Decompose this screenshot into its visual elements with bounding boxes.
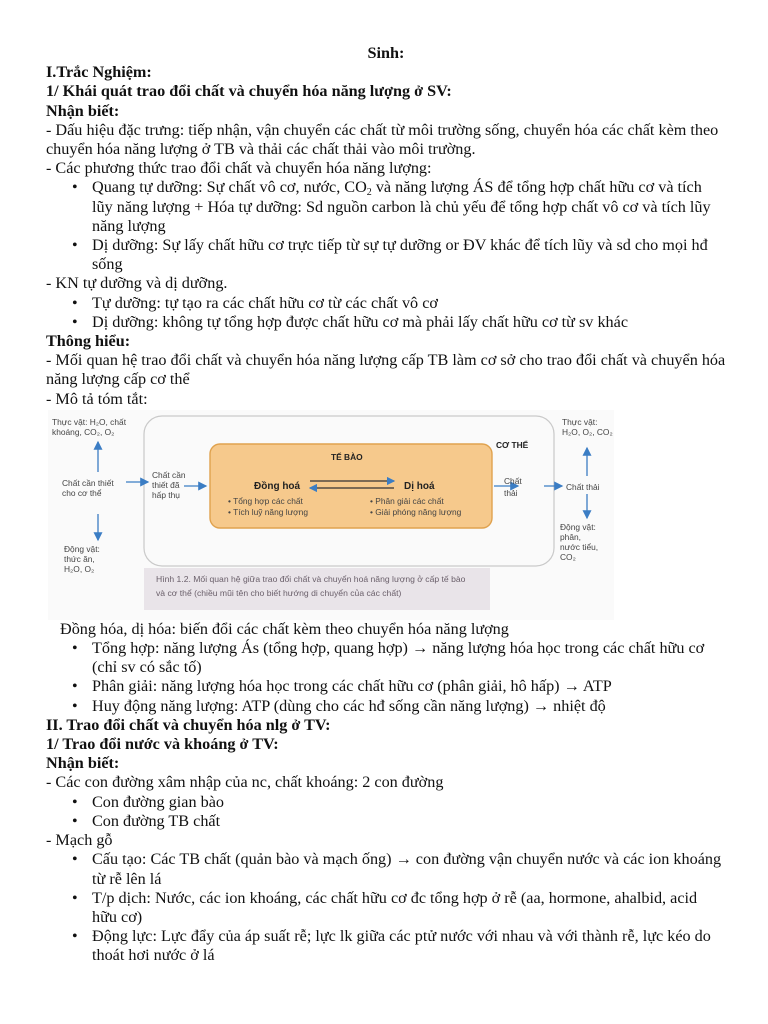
- section-heading-2: II. Trao đổi chất và chuyển hóa nlg ở TV:: [46, 715, 331, 734]
- animal-input-l3: H₂O, O₂: [64, 563, 95, 574]
- waste-output: Chất thải: [566, 481, 600, 492]
- absorbed-l2: thiết đã: [152, 479, 180, 490]
- bullet-list: [46, 793, 726, 831]
- list-item: • Dị dưỡng: Sự lấy chất hữu cơ trực tiếp từ sự tự dưỡng or ĐV khác để tích lũy và sd cho mọi hđ sống: [92, 236, 726, 274]
- body-label: CƠ THỂ: [496, 439, 529, 450]
- animal-output-l4: CO₂: [560, 551, 576, 562]
- list-item: • Quang tự dưỡng: Sự chất vô cơ, nước, $CO_2$ và năng lượng ÁS để tổng hợp chất hữu cơ và tích lũy năng lượng + Hóa tự dưỡng: Sd nguồn carbon là chủ yếu để tổng hợp chất vô cơ và tích lũy năng lượng: [92, 178, 726, 236]
- list-item: • Động lực: Lực đẩy của áp suất rễ; lực lk giữa các ptử nước với nhau và với thành rễ, lực kéo do thoát hơi nước ở lá: [92, 927, 726, 965]
- anabolism-point-1: • Tổng hợp các chất: [228, 495, 303, 506]
- animal-output-l3: nước tiểu,: [560, 541, 599, 552]
- catabolism-point-2: • Giải phóng năng lượng: [370, 506, 462, 517]
- waste-inner-l1: Chất: [504, 475, 522, 486]
- level-label-nhan-biet: Nhận biết:: [46, 101, 120, 120]
- list-item: • Tự dưỡng: tự tạo ra các chất hữu cơ từ các chất vô cơ: [92, 294, 726, 313]
- paragraph: - Mối quan hệ trao đổi chất và chuyển hóa năng lượng cấp TB làm cơ sở cho trao đổi chất và chuyển hóa năng lượng cấp cơ thể: [46, 351, 726, 389]
- absorbed-l3: hấp thụ: [152, 489, 180, 500]
- list-item: • Phân giải: năng lượng hóa học trong các chất hữu cơ (phân giải, hô hấp) → ATP: [92, 677, 726, 696]
- plant-output-l1: Thực vật:: [562, 416, 598, 427]
- plant-input-l2: khoáng, CO₂, O₂: [52, 426, 115, 437]
- needed-substances-l1: Chất cần thiết: [62, 477, 114, 488]
- waste-inner-l2: thải: [504, 487, 518, 498]
- caption-line-1: Hình 1.2. Mối quan hệ giữa trao đổi chất và chuyển hoá năng lượng ở cấp tế bào: [156, 573, 466, 584]
- paragraph: Đồng hóa, dị hóa: biến đổi các chất kèm theo chuyển hóa năng lượng: [60, 619, 509, 638]
- absorbed-l1: Chất cần: [152, 469, 186, 480]
- bullet-list: [46, 850, 726, 965]
- list-item: • Dị dưỡng: không tự tổng hợp được chất hữu cơ mà phải lấy chất hữu cơ từ sv khác: [92, 313, 726, 332]
- plant-input-l1: Thực vật: H₂O, chất: [52, 416, 127, 427]
- cell-label: TẾ BÀO: [331, 451, 363, 462]
- list-item: • Con đường gian bào: [92, 793, 726, 812]
- paragraph: - Mô tả tóm tắt:: [46, 389, 148, 408]
- list-item: • Con đường TB chất: [92, 812, 726, 831]
- caption-line-2: và cơ thể (chiều mũi tên cho biết hướng di chuyển của các chất): [156, 587, 402, 598]
- figure-caption: [144, 568, 490, 610]
- anabolism-point-2: • Tích luỹ năng lượng: [228, 506, 308, 517]
- list-item: • Cấu tạo: Các TB chất (quản bào và mạch ống) → con đường vận chuyển nước và các ion khoáng từ rễ lên lá: [92, 850, 726, 888]
- animal-output-l2: phân,: [560, 531, 581, 542]
- paragraph: - Dấu hiệu đặc trưng: tiếp nhận, vận chuyển các chất từ môi trường sống, chuyển hóa các chất kèm theo chuyển hóa năng lượng ở TB và thải các chất thải vào môi trường.: [46, 120, 719, 159]
- paragraph: - KN tự dưỡng và dị dưỡng.: [46, 274, 228, 293]
- catabolism-label: Dị hoá: [404, 480, 435, 492]
- list-item: • T/p dịch: Nước, các ion khoáng, các chất hữu cơ đc tổng hợp ở rễ (aa, hormone, ahalbid, acid hữu cơ): [92, 889, 726, 927]
- level-label-nhan-biet: Nhận biết:: [46, 754, 120, 773]
- section-heading-1: I.Trắc Nghiệm:: [46, 63, 152, 82]
- plant-output-l2: H₂O, O₂, CO₂: [562, 426, 613, 437]
- document-title: Sinh:: [367, 44, 405, 62]
- needed-substances-l2: cho cơ thể: [62, 487, 102, 498]
- paragraph: - Các phương thức trao đổi chất và chuyển hóa năng lượng:: [46, 159, 432, 178]
- bullet-list: [46, 639, 726, 716]
- bullet-list: [46, 178, 726, 274]
- list-item: • Tổng hợp: năng lượng Ás (tổng hợp, quang hợp) → năng lượng hóa học trong các chất hữu cơ (chỉ sv có sắc tố): [92, 639, 726, 677]
- animal-output-l1: Động vật:: [560, 521, 596, 532]
- paragraph: - Mạch gỗ: [46, 831, 113, 850]
- subsection-heading-1: 1/ Khái quát trao đổi chất và chuyển hóa năng lượng ở SV:: [46, 82, 452, 101]
- bullet-list: [46, 294, 726, 332]
- paragraph: - Các con đường xâm nhập của nc, chất khoáng: 2 con đường: [46, 773, 444, 792]
- list-item: • Huy động năng lượng: ATP (dùng cho các hđ sống cần năng lượng) → nhiệt độ: [92, 697, 726, 716]
- animal-input-l2: thức ăn,: [64, 553, 95, 564]
- catabolism-point-1: • Phân giải các chất: [370, 495, 444, 506]
- anabolism-label: Đồng hoá: [254, 480, 301, 492]
- metabolism-diagram: [48, 410, 614, 620]
- level-label-thong-hieu: Thông hiểu:: [46, 332, 131, 351]
- subsection-heading-2: 1/ Trao đổi nước và khoáng ở TV:: [46, 735, 279, 754]
- document-page: [46, 44, 726, 966]
- animal-input-l1: Động vật:: [64, 543, 100, 554]
